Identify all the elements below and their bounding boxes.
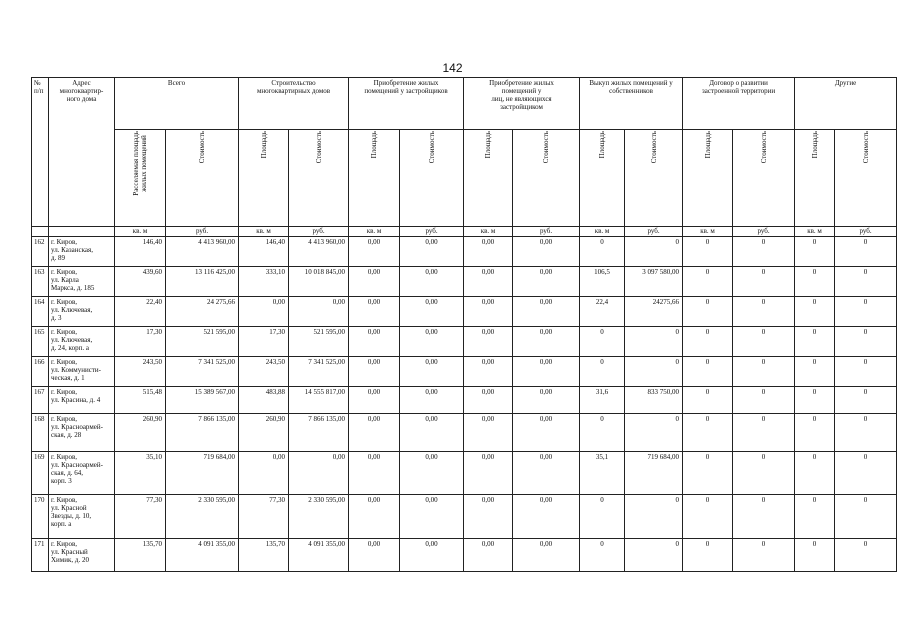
table-row — [32, 327, 897, 357]
value-cell: 24275,66 — [625, 297, 683, 327]
value-cell: 0,00 — [513, 387, 580, 414]
value-cell: 0 — [835, 237, 897, 267]
table-body — [32, 237, 897, 572]
value-cell: 0,00 — [400, 452, 464, 495]
unit-cell: руб. — [166, 227, 239, 237]
unit-cell: кв. м — [349, 227, 400, 237]
value-cell: 0 — [795, 357, 835, 387]
value-cell: 7 866 135,00 — [289, 414, 349, 452]
value-cell: 0,00 — [400, 495, 464, 539]
value-cell: 0,00 — [349, 495, 400, 539]
group-header-purchase-non-developers: Приобретение жилых помещений у лиц, не являющихся застройщиком — [464, 78, 580, 130]
sub-header: Площадь — [580, 130, 625, 227]
value-cell: 0 — [580, 414, 625, 452]
value-cell: 0 — [795, 297, 835, 327]
value-cell: 0,00 — [349, 539, 400, 572]
value-cell: 0,00 — [289, 452, 349, 495]
group-header-territory-development: Договор о развитии застроенной территории — [683, 78, 795, 130]
value-cell: 35,10 — [115, 452, 166, 495]
value-cell: 0 — [683, 297, 733, 327]
header-group-row — [32, 78, 897, 130]
value-cell: 146,40 — [239, 237, 289, 267]
value-cell: 2 330 595,00 — [289, 495, 349, 539]
value-cell: 0,00 — [464, 297, 513, 327]
address-cell: г. Киров, ул. Красноармей- ская, д. 28 — [49, 414, 115, 452]
address-cell: г. Киров, ул. Красный Химик, д. 20 — [49, 539, 115, 572]
value-cell: 7 341 525,00 — [166, 357, 239, 387]
sub-header: Площадь — [683, 130, 733, 227]
value-cell: 3 097 580,00 — [625, 267, 683, 297]
value-cell: 0,00 — [464, 387, 513, 414]
value-cell: 0 — [683, 237, 733, 267]
row-number: 162 — [32, 237, 49, 267]
value-cell: 0 — [835, 327, 897, 357]
value-cell: 0 — [835, 297, 897, 327]
row-number: 163 — [32, 267, 49, 297]
unit-cell: кв. м — [795, 227, 835, 237]
value-cell: 22,4 — [580, 297, 625, 327]
value-cell: 0,00 — [239, 452, 289, 495]
value-cell: 0 — [580, 539, 625, 572]
value-cell: 10 018 845,00 — [289, 267, 349, 297]
sub-header: Стоимость — [166, 130, 239, 227]
row-number: 167 — [32, 387, 49, 414]
value-cell: 521 595,00 — [289, 327, 349, 357]
value-cell: 515,48 — [115, 387, 166, 414]
value-cell: 0,00 — [349, 297, 400, 327]
sub-header: Площадь — [464, 130, 513, 227]
value-cell: 0 — [683, 357, 733, 387]
group-header-buyout-owners: Выкуп жилых помещений у собственников — [580, 78, 683, 130]
value-cell: 0,00 — [464, 539, 513, 572]
value-cell: 0 — [795, 495, 835, 539]
sub-header: Стоимость — [400, 130, 464, 227]
value-cell: 0 — [683, 539, 733, 572]
unit-cell: руб. — [625, 227, 683, 237]
value-cell: 0 — [835, 495, 897, 539]
address-cell: г. Киров, ул. Казанская, д. 89 — [49, 237, 115, 267]
row-number: 164 — [32, 297, 49, 327]
value-cell: 0 — [733, 387, 795, 414]
group-header-total: Всего — [115, 78, 239, 130]
value-cell: 0 — [795, 387, 835, 414]
col-header-num: № п/п — [32, 78, 49, 227]
value-cell: 0 — [733, 414, 795, 452]
value-cell: 22,40 — [115, 297, 166, 327]
value-cell: 0 — [733, 267, 795, 297]
value-cell: 0 — [625, 495, 683, 539]
value-cell: 0,00 — [513, 267, 580, 297]
value-cell: 333,10 — [239, 267, 289, 297]
address-cell: г. Киров, ул. Красной Звезды, д. 10, корп. а — [49, 495, 115, 539]
value-cell: 0 — [625, 237, 683, 267]
unit-cell: руб. — [400, 227, 464, 237]
table-row — [32, 452, 897, 495]
value-cell: 0,00 — [513, 414, 580, 452]
value-cell: 0 — [625, 357, 683, 387]
value-cell: 31,6 — [580, 387, 625, 414]
value-cell: 0,00 — [400, 539, 464, 572]
value-cell: 77,30 — [115, 495, 166, 539]
unit-cell: кв. м — [239, 227, 289, 237]
value-cell: 0,00 — [349, 414, 400, 452]
value-cell: 0,00 — [349, 327, 400, 357]
value-cell: 0,00 — [464, 414, 513, 452]
value-cell: 0,00 — [349, 357, 400, 387]
value-cell: 4 091 355,00 — [289, 539, 349, 572]
address-cell: г. Киров, ул. Коммунисти- ческая, д. 1 — [49, 357, 115, 387]
value-cell: 0 — [835, 414, 897, 452]
address-cell: г. Киров, ул. Ключевая, д. 3 — [49, 297, 115, 327]
value-cell: 14 555 817,00 — [289, 387, 349, 414]
value-cell: 0,00 — [349, 452, 400, 495]
value-cell: 7 866 135,00 — [166, 414, 239, 452]
group-header-other: Другие — [795, 78, 897, 130]
value-cell: 0 — [625, 539, 683, 572]
value-cell: 35,1 — [580, 452, 625, 495]
value-cell: 0,00 — [513, 297, 580, 327]
value-cell: 0,00 — [400, 387, 464, 414]
value-cell: 77,30 — [239, 495, 289, 539]
value-cell: 0 — [625, 414, 683, 452]
value-cell: 0 — [835, 357, 897, 387]
value-cell: 0,00 — [400, 237, 464, 267]
value-cell: 24 275,66 — [166, 297, 239, 327]
sub-header: Стоимость — [625, 130, 683, 227]
value-cell: 0 — [580, 237, 625, 267]
row-number: 168 — [32, 414, 49, 452]
unit-cell: кв. м — [683, 227, 733, 237]
value-cell: 719 684,00 — [166, 452, 239, 495]
value-cell: 17,30 — [115, 327, 166, 357]
value-cell: 0 — [625, 327, 683, 357]
row-number: 169 — [32, 452, 49, 495]
table-row — [32, 495, 897, 539]
value-cell: 0,00 — [289, 297, 349, 327]
value-cell: 0,00 — [400, 357, 464, 387]
value-cell: 0,00 — [349, 237, 400, 267]
units-row — [32, 227, 897, 237]
value-cell: 0,00 — [513, 327, 580, 357]
value-cell: 0 — [580, 495, 625, 539]
value-cell: 483,88 — [239, 387, 289, 414]
value-cell: 106,5 — [580, 267, 625, 297]
value-cell: 260,90 — [115, 414, 166, 452]
sub-header: Площадь — [795, 130, 835, 227]
row-number: 170 — [32, 495, 49, 539]
value-cell: 0 — [733, 297, 795, 327]
value-cell: 243,50 — [115, 357, 166, 387]
header-sub-row — [32, 130, 897, 227]
value-cell: 0 — [580, 357, 625, 387]
unit-cell: руб. — [733, 227, 795, 237]
value-cell: 0,00 — [464, 327, 513, 357]
unit-cell-empty — [49, 227, 115, 237]
sub-header: Площадь — [239, 130, 289, 227]
col-header-address: Адрес многоквартир- ного дома — [49, 78, 115, 227]
address-cell: г. Киров, ул. Ключевая, д. 24, корп. а — [49, 327, 115, 357]
value-cell: 0 — [795, 327, 835, 357]
unit-cell: кв. м — [115, 227, 166, 237]
table-row — [32, 297, 897, 327]
unit-cell-empty — [32, 227, 49, 237]
value-cell: 0 — [683, 495, 733, 539]
table-row — [32, 387, 897, 414]
value-cell: 7 341 525,00 — [289, 357, 349, 387]
value-cell: 0,00 — [400, 327, 464, 357]
address-cell: г. Киров, ул. Красноармей- ская, д. 64, корп. 3 — [49, 452, 115, 495]
unit-cell: руб. — [289, 227, 349, 237]
value-cell: 243,50 — [239, 357, 289, 387]
value-cell: 13 116 425,00 — [166, 267, 239, 297]
value-cell: 0 — [733, 539, 795, 572]
value-cell: 0 — [733, 452, 795, 495]
unit-cell: кв. м — [580, 227, 625, 237]
sub-header: Площадь — [349, 130, 400, 227]
value-cell: 0,00 — [513, 452, 580, 495]
value-cell: 0 — [795, 452, 835, 495]
sub-header: Стоимость — [835, 130, 897, 227]
value-cell: 521 595,00 — [166, 327, 239, 357]
value-cell: 0,00 — [400, 267, 464, 297]
sub-header: Стоимость — [289, 130, 349, 227]
sub-header: Стоимость — [733, 130, 795, 227]
value-cell: 0 — [835, 267, 897, 297]
value-cell: 0 — [795, 414, 835, 452]
group-header-construction: Строительство многоквартирных домов — [239, 78, 349, 130]
value-cell: 0,00 — [464, 357, 513, 387]
value-cell: 146,40 — [115, 237, 166, 267]
value-cell: 0 — [835, 539, 897, 572]
value-cell: 0,00 — [513, 237, 580, 267]
value-cell: 0,00 — [464, 495, 513, 539]
value-cell: 0,00 — [464, 452, 513, 495]
value-cell: 0,00 — [513, 495, 580, 539]
value-cell: 0 — [795, 267, 835, 297]
value-cell: 17,30 — [239, 327, 289, 357]
address-cell: г. Киров, ул. Красина, д. 4 — [49, 387, 115, 414]
table-row — [32, 357, 897, 387]
value-cell: 0,00 — [464, 237, 513, 267]
value-cell: 0,00 — [513, 539, 580, 572]
value-cell: 135,70 — [115, 539, 166, 572]
unit-cell: кв. м — [464, 227, 513, 237]
value-cell: 0 — [580, 327, 625, 357]
unit-cell: руб. — [835, 227, 897, 237]
value-cell: 0,00 — [400, 297, 464, 327]
page-number: 142 — [442, 61, 463, 75]
address-cell: г. Киров, ул. Карла Маркса, д. 185 — [49, 267, 115, 297]
value-cell: 2 330 595,00 — [166, 495, 239, 539]
value-cell: 15 389 567,00 — [166, 387, 239, 414]
value-cell: 0 — [733, 327, 795, 357]
value-cell: 0,00 — [400, 414, 464, 452]
row-number: 165 — [32, 327, 49, 357]
value-cell: 719 684,00 — [625, 452, 683, 495]
value-cell: 4 091 355,00 — [166, 539, 239, 572]
group-header-purchase-developers: Приобретение жилых помещений у застройщиков — [349, 78, 464, 130]
value-cell: 0 — [733, 237, 795, 267]
value-cell: 0 — [795, 539, 835, 572]
value-cell: 260,90 — [239, 414, 289, 452]
value-cell: 0 — [733, 357, 795, 387]
sub-header: Стоимость — [513, 130, 580, 227]
value-cell: 4 413 960,00 — [289, 237, 349, 267]
unit-cell: руб. — [513, 227, 580, 237]
table-row — [32, 267, 897, 297]
value-cell: 0,00 — [349, 267, 400, 297]
value-cell: 0,00 — [349, 387, 400, 414]
row-number: 171 — [32, 539, 49, 572]
value-cell: 0 — [683, 387, 733, 414]
value-cell: 833 750,00 — [625, 387, 683, 414]
resettlement-table — [31, 77, 897, 572]
sub-header: Расселяемая площадь жилых помещений — [115, 130, 166, 227]
value-cell: 0,00 — [513, 357, 580, 387]
value-cell: 0 — [683, 267, 733, 297]
value-cell: 0 — [835, 387, 897, 414]
value-cell: 0 — [683, 452, 733, 495]
value-cell: 0 — [683, 414, 733, 452]
table-row — [32, 414, 897, 452]
row-number: 166 — [32, 357, 49, 387]
value-cell: 0 — [835, 452, 897, 495]
value-cell: 4 413 960,00 — [166, 237, 239, 267]
value-cell: 0,00 — [464, 267, 513, 297]
value-cell: 439,60 — [115, 267, 166, 297]
table-row — [32, 237, 897, 267]
value-cell: 135,70 — [239, 539, 289, 572]
value-cell: 0 — [683, 327, 733, 357]
table-row — [32, 539, 897, 572]
value-cell: 0,00 — [239, 297, 289, 327]
value-cell: 0 — [733, 495, 795, 539]
value-cell: 0 — [795, 237, 835, 267]
